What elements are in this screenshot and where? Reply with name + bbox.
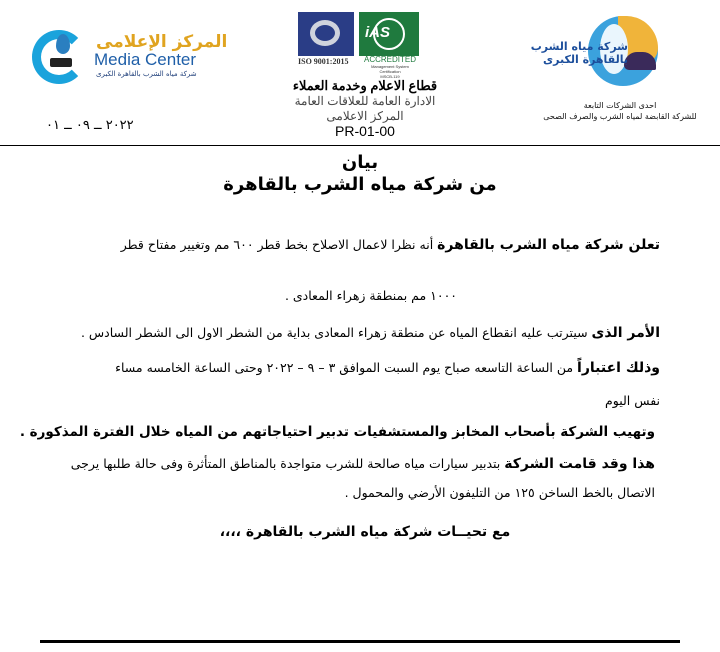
department-header bbox=[250, 78, 480, 138]
document-date: ٢٠٢٢ ــ ٠٩ ــ ٠١ bbox=[46, 118, 134, 133]
iso-label: ISO 9001:2015 bbox=[298, 57, 349, 66]
ias-accredited-text: ACCREDITED bbox=[363, 55, 416, 64]
ias-logo-text: iAS bbox=[365, 24, 391, 41]
iso-logo bbox=[298, 12, 354, 56]
title-line-2: من شركة مياه الشرب بالقاهرة bbox=[223, 174, 497, 195]
paragraph-water-trucks-cont: الاتصال بالخط الساخن ١٢٥ من التليفون الأرضي والمحمول . bbox=[344, 485, 655, 500]
paragraph-timing-cont: نفس اليوم bbox=[605, 393, 660, 408]
media-center-logo bbox=[30, 28, 228, 88]
ias-accredited-label bbox=[358, 56, 422, 79]
ias-sub-2: Certification bbox=[379, 69, 401, 74]
company-logo bbox=[530, 14, 660, 94]
header-divider bbox=[0, 145, 720, 146]
paragraph-water-trucks bbox=[71, 455, 655, 473]
paragraph-announcement-text: أنه نظرا لاعمال الاصلاح بخط قطر ٦٠٠ مم وتغيير مفتاح قطر bbox=[120, 237, 438, 252]
camera-icon bbox=[50, 58, 72, 67]
document-code: PR-01-00 bbox=[335, 123, 395, 139]
iso-q-icon bbox=[310, 20, 340, 46]
document-title bbox=[160, 152, 560, 196]
department-general-admin: الادارة العامة للعلاقات العامة bbox=[294, 94, 436, 108]
media-center-english-name: Media Center bbox=[94, 50, 197, 69]
company-subtitle-line2: للشركة القابضة لمياه الشرب والصرف الصحى bbox=[543, 112, 697, 121]
paragraph-appeal: وتهيب الشركة بأصحاب المخابز والمستشفيات تدبير احتياجاتهم من المياه خلال الفترة المذكورة . bbox=[19, 424, 655, 440]
company-subtitle bbox=[530, 100, 710, 122]
closing-signature: مع تحيــات شركة مياه الشرب بالقاهرة ،،،، bbox=[219, 524, 511, 540]
company-logo-name-line2: بالقاهرة الكبرى bbox=[543, 53, 628, 66]
media-center-subtitle: شركة مياه الشرب بالقاهرة الكبرى bbox=[96, 70, 197, 78]
footer-divider bbox=[40, 640, 680, 643]
paragraph-timing-text: من الساعة التاسعه صباح يوم السبت الموافق ٣ – ٩ – ٢٠٢٢ وحتى الساعة الخامسه مساء bbox=[115, 360, 578, 375]
paragraph-announcement bbox=[121, 236, 660, 254]
ias-sub-1: Management System bbox=[371, 64, 409, 69]
paragraph-consequence-text: سيترتب عليه انقطاع المياه عن منطقة زهراء المعادى بداية من الشطر الاول الى الشطر السادس . bbox=[80, 325, 592, 340]
department-sector: قطاع الاعلام وخدمة العملاء bbox=[292, 78, 438, 93]
paragraph-consequence-bold: الأمر الذى bbox=[591, 325, 660, 341]
media-center-arabic-name: المركز الإعلامى bbox=[96, 32, 228, 52]
department-media-center: المركز الاعلامى bbox=[326, 109, 404, 123]
paragraph-timing bbox=[115, 359, 660, 377]
company-logo-name bbox=[530, 40, 628, 66]
paragraph-water-trucks-text: بتدبير سيارات مياه صالحة للشرب متواجدة بالمناطق المتأثرة وفى حالة طلبها يرجى bbox=[70, 456, 505, 471]
paragraph-timing-bold: وذلك اعتباراً bbox=[577, 360, 660, 376]
water-drop-icon bbox=[56, 34, 70, 54]
paragraph-consequence bbox=[81, 324, 660, 342]
company-logo-name-line1: شركة مياه الشرب bbox=[530, 40, 628, 53]
company-subtitle-line1: احدى الشركات التابعة bbox=[583, 101, 657, 110]
paragraph-announcement-cont: ١٠٠٠ مم بمنطقة زهراء المعادى . bbox=[284, 288, 457, 303]
ias-logo bbox=[359, 12, 419, 56]
ias-sub-3: MSCB-119 bbox=[380, 74, 400, 79]
paragraph-water-trucks-bold: هذا وقد قامت الشركة bbox=[504, 456, 655, 472]
paragraph-announcement-bold: تعلن شركة مياه الشرب بالقاهرة bbox=[437, 237, 660, 253]
mosque-icon bbox=[624, 52, 656, 70]
title-line-1: بيان bbox=[341, 152, 379, 173]
